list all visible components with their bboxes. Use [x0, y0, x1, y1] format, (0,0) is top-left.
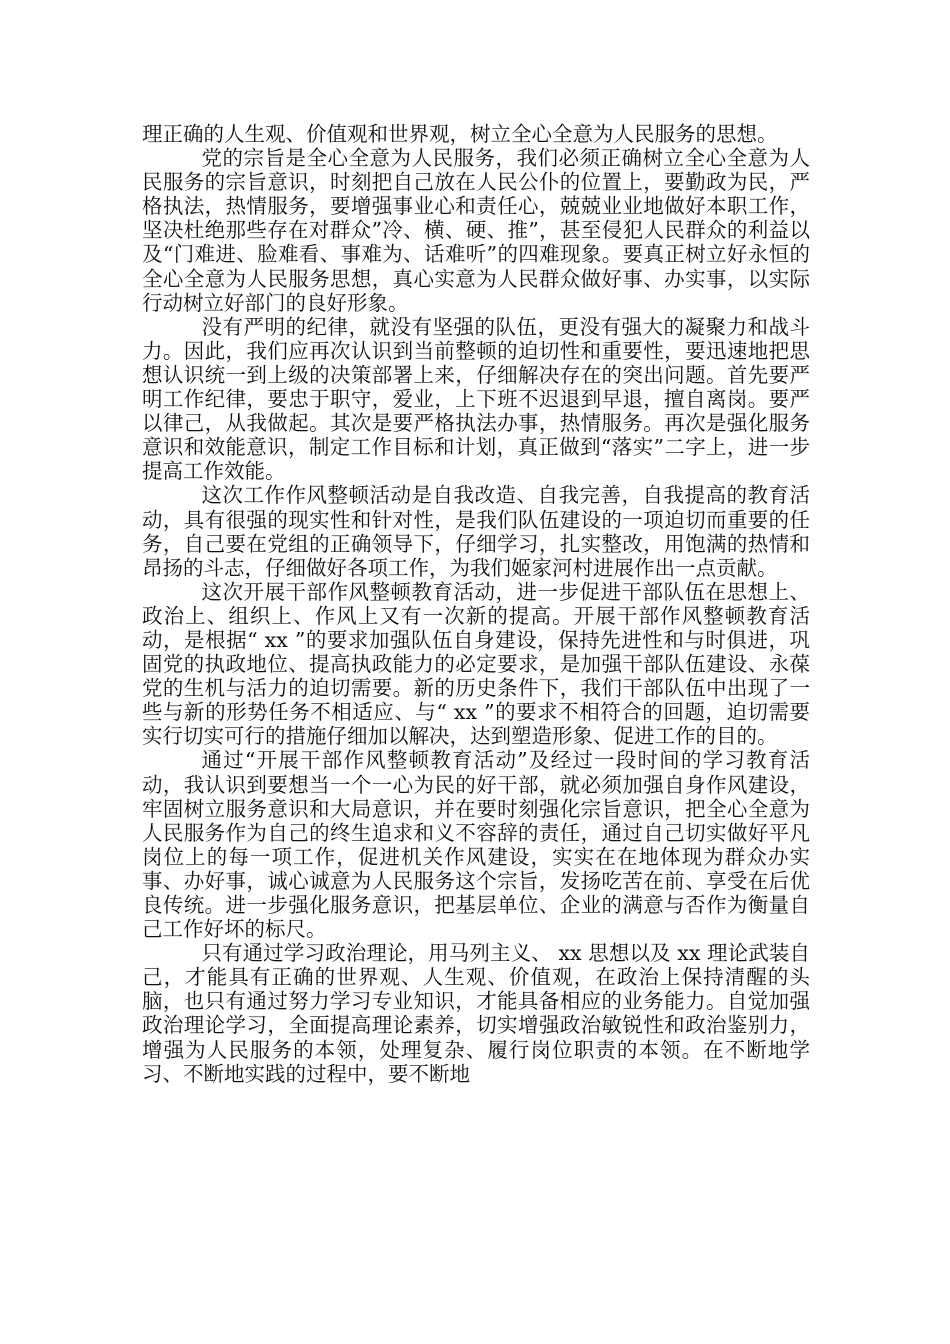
paragraph: 这次开展干部作风整顿教育活动，进一步促进干部队伍在思想上、政治上、组织上、作风上又有一次新的提高。开展干部作风整顿教育活动，是根据“ xx ”的要求加强队伍自身建设，保持先进性和与时俱进，巩固党的执政地位、提高执政能力的必定要求，是加强干部队伍建设、永葆党的生机与活力的迫切需要。新的历史条件下，我们干部队伍中出现了一些与新的形势任务不相适应、与“ xx ”的要求不相符合的回题，迫切需要实行切实可行的措施仔细加以解决，达到塑造形象、促进工作的目的。: [142, 579, 810, 749]
paragraph: 通过“开展干部作风整顿教育活动”及经过一段时间的学习教育活动，我认识到要想当一个一心为民的好干部，就必须加强自身作风建设，牢固树立服务意识和大局意识，并在要时刻强化宗旨意识，把全心全意为人民服务作为自己的终生追求和义不容辞的责任，通过自己切实做好平凡岗位上的每一项工作，促进机关作风建设，实实在在地体现为群众办实事、办好事，诚心诚意为人民服务这个宗旨，发扬吃苦在前、享受在后优良传统。进一步强化服务意识，把基层单位、企业的满意与否作为衡量自己工作好坏的标尺。: [142, 748, 810, 942]
paragraph: 党的宗旨是全心全意为人民服务，我们必须正确树立全心全意为人民服务的宗旨意识，时刻把自己放在人民公仆的位置上，要勤政为民，严格执法，热情服务，要增强事业心和责任心，兢兢业业地做好本职工作，坚决杜绝那些存在对群众”冷、横、硬、推”，甚至侵犯人民群众的利益以及“门难进、脸难看、事难为、话难听”的四难现象。要真正树立好永恒的全心全意为人民服务思想，真心实意为人民群众做好事、办实事，以实际行动树立好部门的良好形象。: [142, 146, 810, 315]
document-page: [142, 122, 810, 1086]
paragraph: 理正确的人生观、价值观和世界观，树立全心全意为人民服务的思想。: [142, 122, 778, 146]
paragraph: 这次工作作风整顿活动是自我改造、自我完善，自我提高的教育活动，具有很强的现实性和针对性，是我们队伍建设的一项迫切而重要的任务，自己要在党组的正确领导下，仔细学习，扎实整改，用饱满的热情和昂扬的斗志，仔细做好各项工作，为我们姬家河村进展作出一点贡献。: [142, 483, 810, 580]
paragraph: 只有通过学习政治理论，用马列主义、 xx 思想以及 xx 理论武装自己，才能具有正确的世界观、人生观、价值观，在政治上保持清醒的头脑，也只有通过努力学习专业知识，才能具备相应的业务能力。自觉加强政治理论学习，全面提高理论素养，切实增强政治敏锐性和政治鉴别力，增强为人民服务的本领，处理复杂、履行岗位职责的本领。在不断地学习、不断地实践的过程中，要不断地: [142, 941, 810, 1086]
paragraph: 没有严明的纪律，就没有坚强的队伍，更没有强大的凝聚力和战斗力。因此，我们应再次认识到当前整顿的迫切性和重要性，要迅速地把思想认识统一到上级的决策部署上来，仔细解决存在的突出问题。首先要严明工作纪律，要忠于职守，爱业，上下班不迟退到早退，擅自离岗。要严以律己，从我做起。其次是要严格执法办事，热情服务。再次是强化服务意识和效能意识，制定工作目标和计划，真正做到“落实”二字上，进一步提高工作效能。: [142, 314, 810, 484]
